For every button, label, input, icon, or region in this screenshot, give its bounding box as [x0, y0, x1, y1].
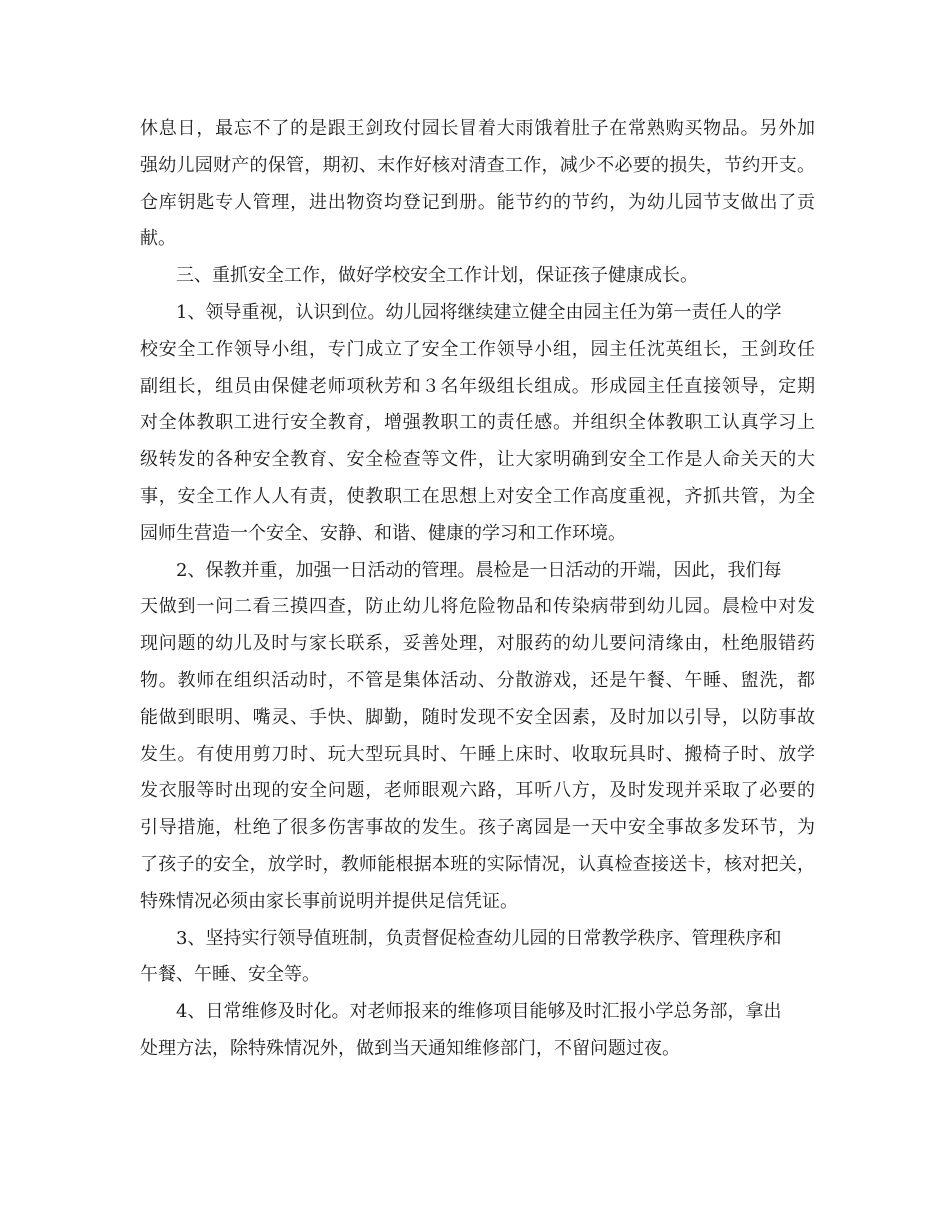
text-line: 引导措施，杜绝了很多伤害事故的发生。孩子离园是一天中安全事故多发环节，为 [140, 817, 815, 839]
text-line: 处理方法，除特殊情况外，做到当天通知维修部门，不留问题过夜。 [140, 1037, 680, 1059]
section-heading-safety [140, 258, 815, 295]
text-line: 级转发的各种安全教育、安全检查等文件，让大家明确到安全工作是人命关天的大 [140, 449, 815, 471]
paragraph-maintenance [140, 994, 815, 1068]
text-line: 仓库钥匙专人管理，进出物资均登记到册。能节约的节约，为幼儿园节支做出了贡 [140, 191, 815, 213]
document-body [140, 111, 815, 1068]
text-line: 园师生营造一个安全、安静、和谐、健康的学习和工作环境。 [140, 522, 626, 544]
text-line: 校安全工作领导小组，专门成立了安全工作领导小组，园主任沈英组长，王剑玫任 [140, 338, 815, 360]
paragraph-duty-system [140, 921, 815, 995]
paragraph-leadership [140, 295, 815, 553]
section-heading: 三、重抓安全工作，做好学校安全工作计划，保证孩子健康成长。 [176, 265, 698, 287]
text-line: 了孩子的安全，放学时，教师能根据本班的实际情况，认真检查接送卡，核对把关， [140, 853, 815, 875]
text-line: 能做到眼明、嘴灵、手快、脚勤，随时发现不安全因素，及时加以引导，以防事故 [140, 706, 815, 728]
text-line: 事，安全工作人人有责，使教职工在思想上对安全工作高度重视，齐抓共管，为全 [140, 485, 815, 507]
text-line: 发生。有使用剪刀时、玩大型玩具时、午睡上床时、收取玩具时、搬椅子时、放学 [140, 743, 815, 765]
text-line: 午餐、午睡、安全等。 [140, 964, 320, 986]
text-line: 物。教师在组织活动时，不管是集体活动、分散游戏，还是午餐、午睡、盥洗，都 [140, 669, 815, 691]
text-line: 对全体教职工进行安全教育，增强教职工的责任感。并组织全体教职工认真学习上 [140, 412, 815, 434]
text-line: 强幼儿园财产的保管，期初、末作好核对清查工作，减少不必要的损失，节约开支。 [140, 154, 815, 176]
text-line: 1、领导重视，认识到位。幼儿园将继续建立健全由园主任为第一责任人的学 [176, 301, 782, 323]
text-line: 特殊情况必须由家长事前说明并提供足信凭证。 [140, 890, 518, 912]
text-line: 献。 [140, 228, 176, 250]
paragraph-property-management [140, 111, 815, 258]
text-line: 天做到一问二看三摸四查，防止幼儿将危险物品和传染病带到幼儿园。晨检中对发 [140, 596, 815, 618]
text-line: 现问题的幼儿及时与家长联系，妥善处理，对服药的幼儿要问清缘由，杜绝服错药 [140, 633, 815, 655]
text-line: 副组长，组员由保健老师项秋芳和３名年级组长组成。形成园主任直接领导，定期 [140, 375, 815, 397]
text-line: 4、日常维修及时化。对老师报来的维修项目能够及时汇报小学总务部，拿出 [176, 1001, 782, 1023]
text-line: 3、坚持实行领导值班制，负责督促检查幼儿园的日常教学秩序、管理秩序和 [176, 927, 782, 949]
text-line: 2、保教并重，加强一日活动的管理。晨检是一日活动的开端，因此，我们每 [176, 559, 782, 581]
text-line: 发衣服等时出现的安全问题，老师眼观六路，耳听八方，及时发现并采取了必要的 [140, 780, 815, 802]
paragraph-daily-activities [140, 553, 815, 921]
text-line: 休息日，最忘不了的是跟王剑玫付园长冒着大雨饿着肚子在常熟购买物品。另外加 [140, 118, 815, 139]
